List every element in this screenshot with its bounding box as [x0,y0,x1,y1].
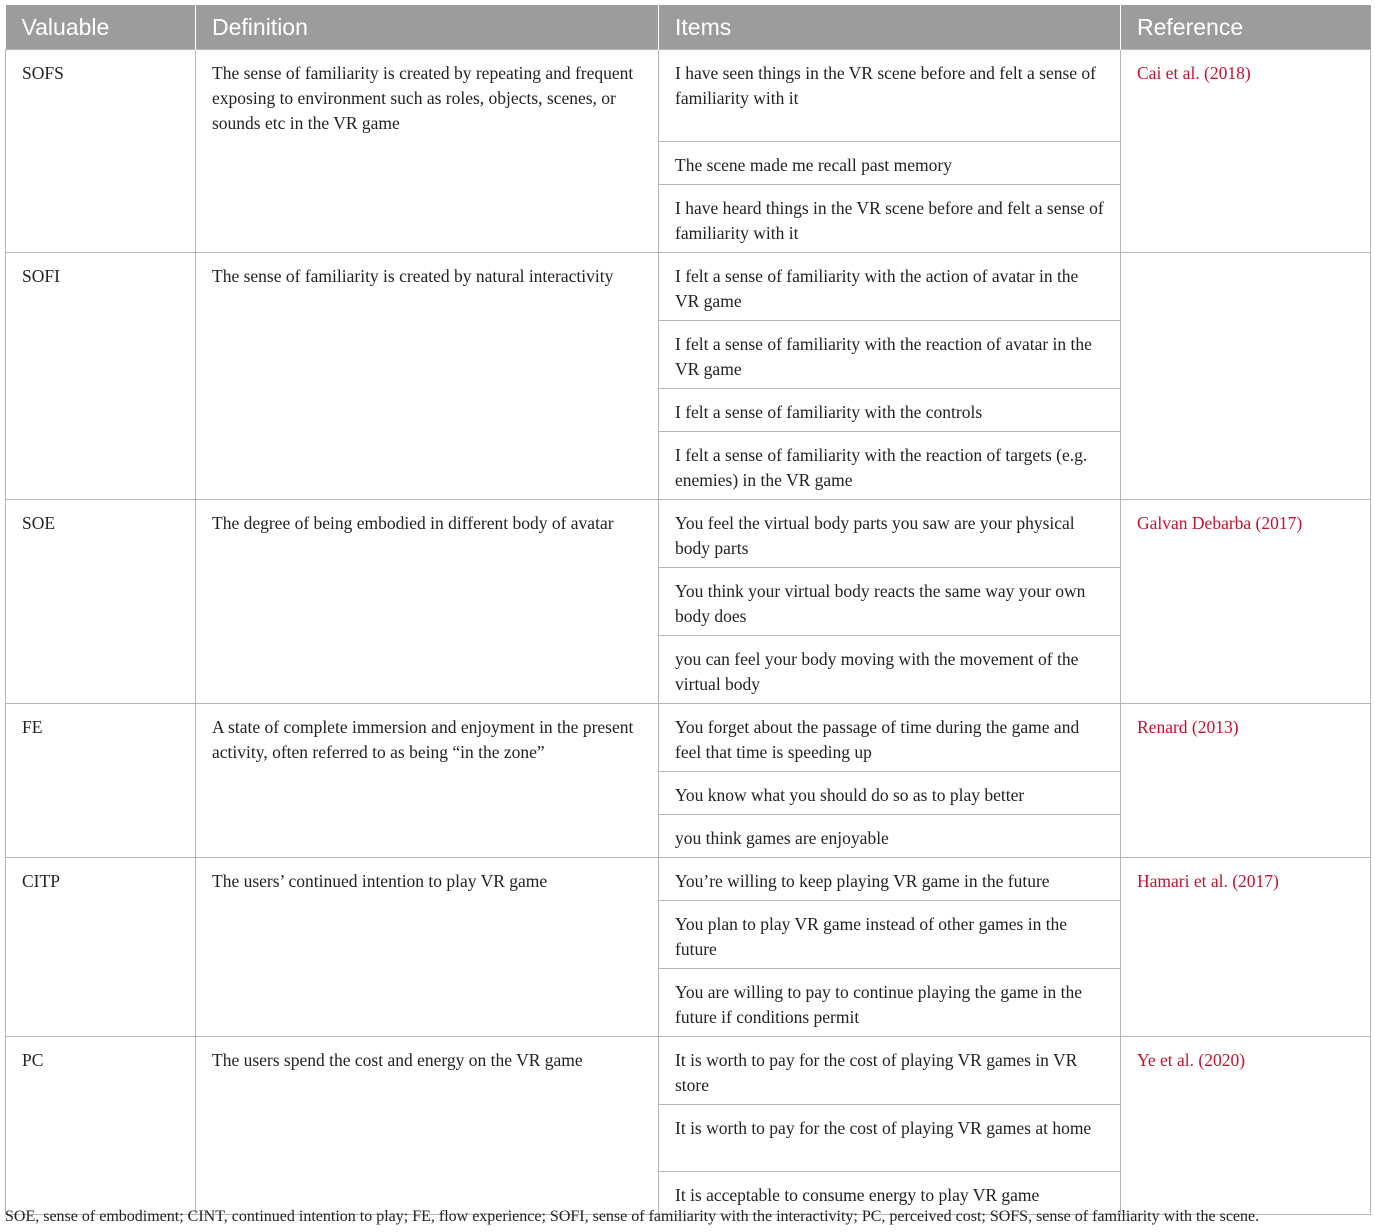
table-row [6,704,1371,772]
item-cell: It is worth to pay for the cost of playing VR games in VR store [659,1037,1121,1105]
table-row [6,50,1371,142]
item-cell: You’re willing to keep playing VR game in the future [659,858,1121,901]
item-cell: You forget about the passage of time during the game and feel that time is speeding up [659,704,1121,772]
variables-table [5,5,1371,1215]
reference-link[interactable]: Cai et al. (2018) [1121,50,1371,253]
reference-link[interactable]: Hamari et al. (2017) [1121,858,1371,1037]
item-cell: I felt a sense of familiarity with the reaction of avatar in the VR game [659,321,1121,389]
item-cell: It is acceptable to consume energy to play VR game [659,1172,1121,1215]
definition-cell: The users’ continued intention to play VR game [196,858,659,1037]
item-cell: The scene made me recall past memory [659,142,1121,185]
table-footnote: SOE, sense of embodiment; CINT, continued intention to play; FE, flow experience; SOFI, sense of familiarity with the interactivity; PC, perceived cost; SOFS, sense of familiarity with the scene. [5,1208,1260,1225]
variable-cell: SOFS [6,50,196,253]
table-row [6,1037,1371,1105]
item-cell: I felt a sense of familiarity with the controls [659,389,1121,432]
variable-cell: SOE [6,500,196,704]
definition-cell: The sense of familiarity is created by repeating and frequent exposing to environment such as roles, objects, scenes, or sounds etc in the VR game [196,50,659,253]
table-row [6,858,1371,901]
item-cell: You feel the virtual body parts you saw are your physical body parts [659,500,1121,568]
item-cell: It is worth to pay for the cost of playing VR games at home [659,1105,1121,1172]
variable-cell: SOFI [6,253,196,500]
variable-cell: PC [6,1037,196,1215]
item-cell: You know what you should do so as to play better [659,772,1121,815]
header-items: Items [659,5,1121,50]
reference-link[interactable]: Ye et al. (2020) [1121,1037,1371,1215]
reference-link[interactable]: Galvan Debarba (2017) [1121,500,1371,704]
table-container [5,5,1370,1215]
reference-link[interactable]: Renard (2013) [1121,704,1371,858]
reference-link[interactable] [1121,253,1371,500]
item-cell: You plan to play VR game instead of other games in the future [659,901,1121,969]
item-cell: I felt a sense of familiarity with the reaction of targets (e.g. enemies) in the VR game [659,432,1121,500]
definition-cell: A state of complete immersion and enjoyment in the present activity, often referred to as being “in the zone” [196,704,659,858]
item-cell: You are willing to pay to continue playing the game in the future if conditions permit [659,969,1121,1037]
definition-cell: The users spend the cost and energy on the VR game [196,1037,659,1215]
header-valuable: Valuable [6,5,196,50]
definition-cell: The sense of familiarity is created by natural interactivity [196,253,659,500]
header-reference: Reference [1121,5,1371,50]
item-cell: you think games are enjoyable [659,815,1121,858]
variable-cell: CITP [6,858,196,1037]
table-row [6,253,1371,321]
item-cell: You think your virtual body reacts the same way your own body does [659,568,1121,636]
item-cell: you can feel your body moving with the movement of the virtual body [659,636,1121,704]
item-cell: I have seen things in the VR scene before and felt a sense of familiarity with it [659,50,1121,142]
definition-cell: The degree of being embodied in different body of avatar [196,500,659,704]
table-header-row [6,5,1371,50]
item-cell: I felt a sense of familiarity with the action of avatar in the VR game [659,253,1121,321]
item-cell: I have heard things in the VR scene before and felt a sense of familiarity with it [659,185,1121,253]
variable-cell: FE [6,704,196,858]
header-definition: Definition [196,5,659,50]
table-row [6,500,1371,568]
